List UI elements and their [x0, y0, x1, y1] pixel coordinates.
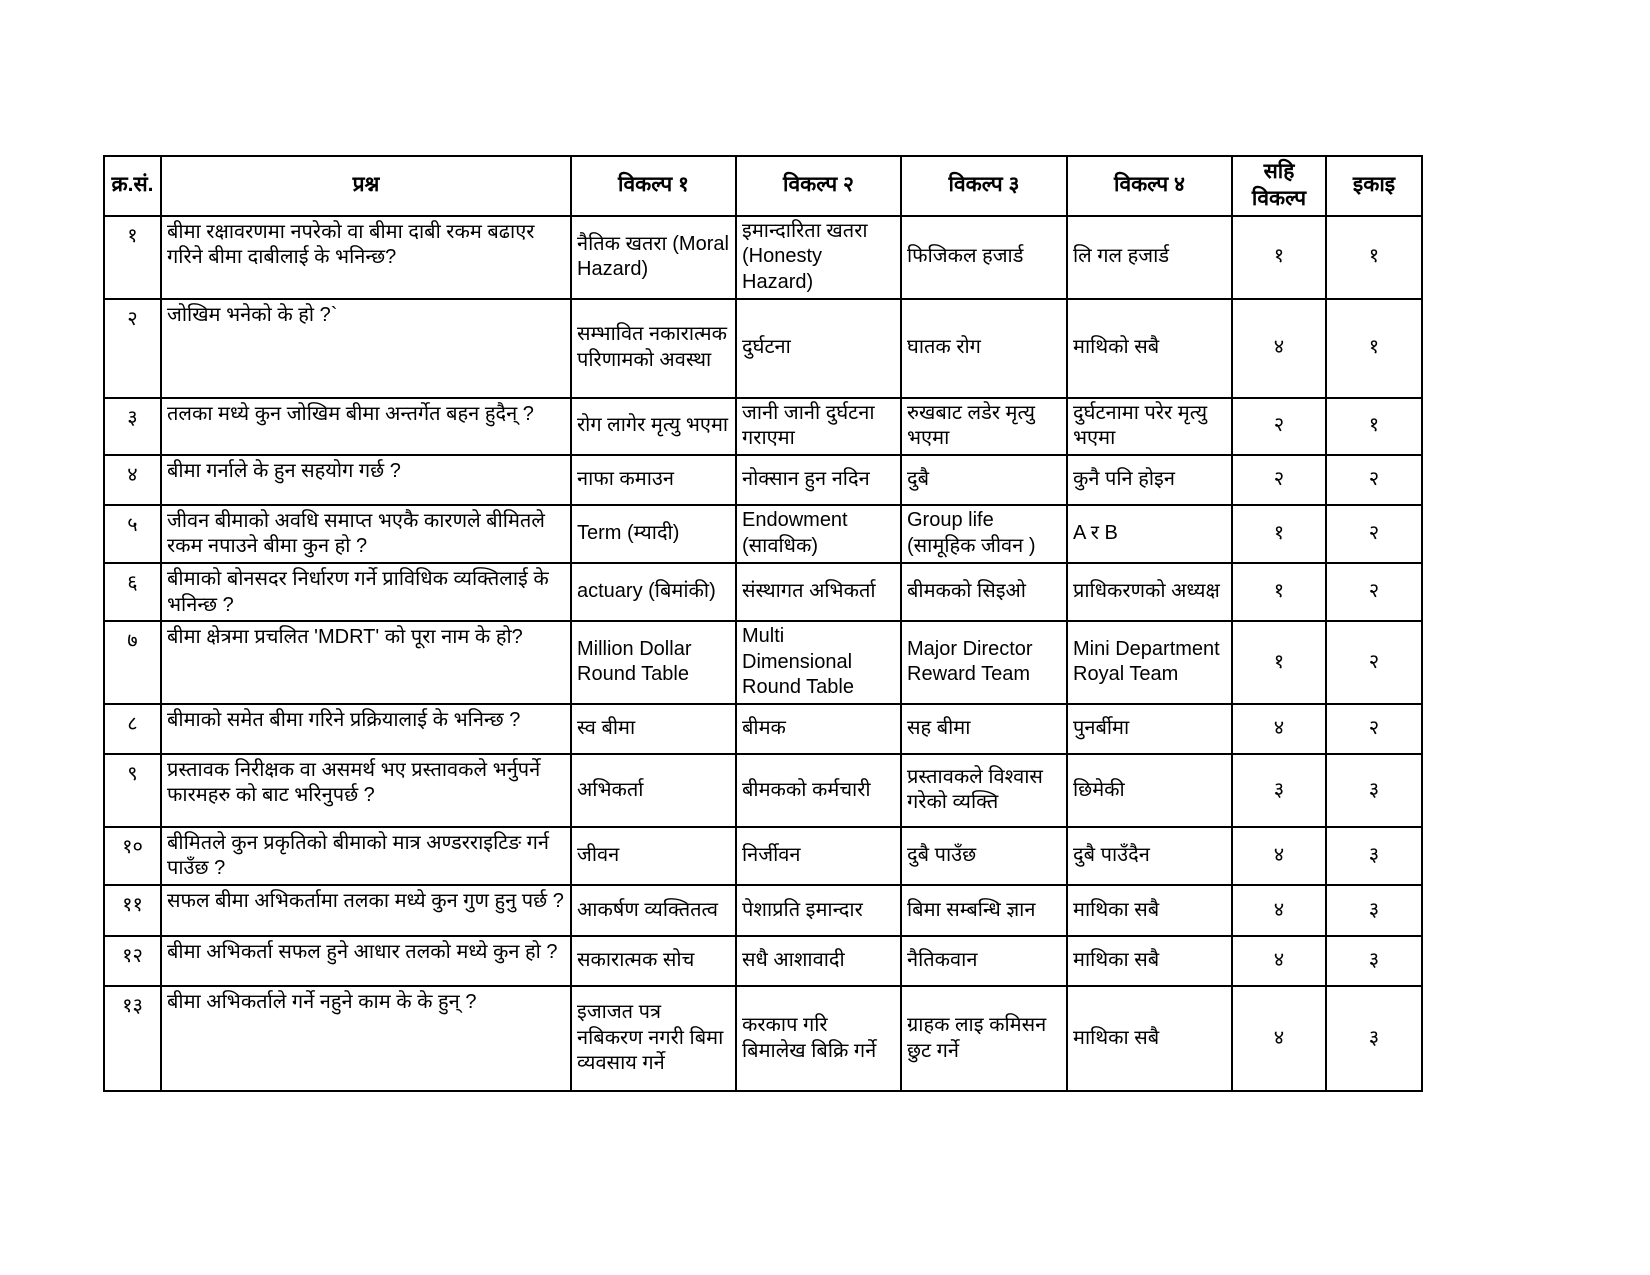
table-row [104, 621, 1422, 704]
cell-option-3: फिजिकल हजार्ड [901, 216, 1067, 299]
cell-option-3: बीमकको सिइओ [901, 563, 1067, 621]
cell-serial-number: ९ [104, 754, 161, 827]
cell-option-2: संस्थागत अभिकर्ता [736, 563, 901, 621]
cell-option-4: माथिका सबै [1067, 936, 1232, 986]
cell-option-4: कुनै पनि होइन [1067, 455, 1232, 505]
cell-option-4: A र B [1067, 505, 1232, 563]
cell-serial-number: ५ [104, 505, 161, 563]
cell-question: जोखिम भनेको के हो ?` [161, 299, 571, 398]
cell-correct-option: ४ [1232, 885, 1326, 936]
header-question: प्रश्न [161, 156, 571, 216]
cell-option-2: इमान्दारिता खतरा (Honesty Hazard) [736, 216, 901, 299]
cell-serial-number: ७ [104, 621, 161, 704]
cell-question: बीमा क्षेत्रमा प्रचलित 'MDRT' को पूरा नाम के हो? [161, 621, 571, 704]
cell-option-3: ग्राहक लाइ कमिसन छुट गर्ने [901, 986, 1067, 1091]
table-row [104, 936, 1422, 986]
cell-unit: १ [1326, 398, 1422, 455]
cell-option-1: सकारात्मक सोच [571, 936, 736, 986]
cell-option-1: आकर्षण व्यक्तितत्व [571, 885, 736, 936]
cell-option-1: Million Dollar Round Table [571, 621, 736, 704]
cell-option-1: सम्भावित नकारात्मक परिणामको अवस्था [571, 299, 736, 398]
cell-correct-option: ४ [1232, 936, 1326, 986]
cell-option-1: स्व बीमा [571, 704, 736, 754]
cell-serial-number: १० [104, 827, 161, 885]
cell-option-2: जानी जानी दुर्घटना गराएमा [736, 398, 901, 455]
cell-option-3: दुबै पाउँछ [901, 827, 1067, 885]
cell-unit: २ [1326, 704, 1422, 754]
header-serial-number: क्र.सं. [104, 156, 161, 216]
cell-correct-option: ४ [1232, 299, 1326, 398]
cell-question: प्रस्तावक निरीक्षक वा असमर्थ भए प्रस्तावकले भर्नुपर्ने फारमहरु को बाट भरिनुपर्छ ? [161, 754, 571, 827]
cell-correct-option: १ [1232, 563, 1326, 621]
cell-option-1: actuary (बिमांकी) [571, 563, 736, 621]
table-row [104, 827, 1422, 885]
cell-option-3: सह बीमा [901, 704, 1067, 754]
table-body [104, 216, 1422, 1091]
cell-serial-number: १२ [104, 936, 161, 986]
cell-unit: ३ [1326, 827, 1422, 885]
cell-option-1: नैतिक खतरा (Moral Hazard) [571, 216, 736, 299]
cell-serial-number: ८ [104, 704, 161, 754]
table-row [104, 398, 1422, 455]
cell-option-2: नोक्सान हुन नदिन [736, 455, 901, 505]
cell-option-4: दुबै पाउँदैन [1067, 827, 1232, 885]
cell-correct-option: १ [1232, 505, 1326, 563]
cell-option-4: माथिका सबै [1067, 986, 1232, 1091]
cell-serial-number: २ [104, 299, 161, 398]
header-option-2: विकल्प २ [736, 156, 901, 216]
cell-option-3: Major Director Reward Team [901, 621, 1067, 704]
cell-correct-option: ४ [1232, 704, 1326, 754]
cell-option-2: दुर्घटना [736, 299, 901, 398]
cell-correct-option: ३ [1232, 754, 1326, 827]
cell-option-1: अभिकर्ता [571, 754, 736, 827]
header-option-1: विकल्प १ [571, 156, 736, 216]
cell-question: बीमा अभिकर्ता सफल हुने आधार तलको मध्ये कुन हो ? [161, 936, 571, 986]
cell-serial-number: १ [104, 216, 161, 299]
cell-option-4: माथिका सबै [1067, 885, 1232, 936]
header-option-3: विकल्प ३ [901, 156, 1067, 216]
table-row [104, 455, 1422, 505]
cell-correct-option: २ [1232, 455, 1326, 505]
cell-question: बीमा गर्नाले के हुन सहयोग गर्छ ? [161, 455, 571, 505]
cell-correct-option: २ [1232, 398, 1326, 455]
cell-unit: १ [1326, 299, 1422, 398]
cell-option-4: माथिको सबै [1067, 299, 1232, 398]
table-row [104, 986, 1422, 1091]
cell-option-3: नैतिकवान [901, 936, 1067, 986]
cell-serial-number: ११ [104, 885, 161, 936]
header-correct-option: सहि विकल्प [1232, 156, 1326, 216]
table-row [104, 299, 1422, 398]
cell-option-3: बिमा सम्बन्धि ज्ञान [901, 885, 1067, 936]
cell-option-2: करकाप गरि बिमालेख बिक्रि गर्ने [736, 986, 901, 1091]
cell-option-4: प्राधिकरणको अध्यक्ष [1067, 563, 1232, 621]
header-option-4: विकल्प ४ [1067, 156, 1232, 216]
cell-unit: ३ [1326, 885, 1422, 936]
cell-serial-number: १३ [104, 986, 161, 1091]
cell-option-4: छिमेकी [1067, 754, 1232, 827]
table-header-row [104, 156, 1422, 216]
header-unit: इकाइ [1326, 156, 1422, 216]
cell-option-3: दुबै [901, 455, 1067, 505]
cell-option-2: बीमकको कर्मचारी [736, 754, 901, 827]
cell-option-2: निर्जीवन [736, 827, 901, 885]
table-row [104, 754, 1422, 827]
table-row [104, 704, 1422, 754]
cell-option-1: जीवन [571, 827, 736, 885]
cell-unit: १ [1326, 216, 1422, 299]
cell-question: बीमाको समेत बीमा गरिने प्रक्रियालाई के भनिन्छ ? [161, 704, 571, 754]
cell-unit: २ [1326, 563, 1422, 621]
cell-question: बीमाको बोनसदर निर्धारण गर्ने प्राविधिक व्यक्तिलाई के भनिन्छ ? [161, 563, 571, 621]
table-row [104, 563, 1422, 621]
cell-unit: २ [1326, 455, 1422, 505]
cell-option-1: इजाजत पत्र नबिकरण नगरी बिमा व्यवसाय गर्ने [571, 986, 736, 1091]
cell-option-4: Mini Department Royal Team [1067, 621, 1232, 704]
cell-question: बीमा रक्षावरणमा नपरेको वा बीमा दाबी रकम बढाएर गरिने बीमा दाबीलाई के भनिन्छ? [161, 216, 571, 299]
cell-option-3: Group life (सामूहिक जीवन ) [901, 505, 1067, 563]
cell-unit: २ [1326, 505, 1422, 563]
cell-unit: ३ [1326, 986, 1422, 1091]
cell-unit: ३ [1326, 754, 1422, 827]
cell-correct-option: १ [1232, 621, 1326, 704]
cell-option-1: Term (म्यादी) [571, 505, 736, 563]
cell-option-2: पेशाप्रति इमान्दार [736, 885, 901, 936]
cell-unit: २ [1326, 621, 1422, 704]
cell-option-3: रुखबाट लडेर मृत्यु भएमा [901, 398, 1067, 455]
cell-option-2: सधै आशावादी [736, 936, 901, 986]
cell-correct-option: १ [1232, 216, 1326, 299]
table-row [104, 216, 1422, 299]
cell-option-4: पुनर्बीमा [1067, 704, 1232, 754]
cell-question: बीमा अभिकर्ताले गर्ने नहुने काम के के हुन् ? [161, 986, 571, 1091]
cell-option-1: रोग लागेर मृत्यु भएमा [571, 398, 736, 455]
cell-unit: ३ [1326, 936, 1422, 986]
cell-option-1: नाफा कमाउन [571, 455, 736, 505]
cell-serial-number: ४ [104, 455, 161, 505]
cell-option-2: बीमक [736, 704, 901, 754]
cell-serial-number: ६ [104, 563, 161, 621]
cell-question: तलका मध्ये कुन जोखिम बीमा अन्तर्गेत बहन हुदैन् ? [161, 398, 571, 455]
cell-option-4: लि गल हजार्ड [1067, 216, 1232, 299]
cell-question: जीवन बीमाको अवधि समाप्त भएकै कारणले बीमितले रकम नपाउने बीमा कुन हो ? [161, 505, 571, 563]
cell-question: सफल बीमा अभिकर्तामा तलका मध्ये कुन गुण हुनु पर्छ ? [161, 885, 571, 936]
cell-option-2: Multi Dimensional Round Table [736, 621, 901, 704]
cell-option-4: दुर्घटनामा परेर मृत्यु भएमा [1067, 398, 1232, 455]
question-table [103, 155, 1423, 1092]
table-row [104, 505, 1422, 563]
cell-option-3: घातक रोग [901, 299, 1067, 398]
cell-option-3: प्रस्तावकले विश्वास गरेको व्यक्ति [901, 754, 1067, 827]
cell-question: बीमितले कुन प्रकृतिको बीमाको मात्र अण्डरराइटिङ गर्न पाउँछ ? [161, 827, 571, 885]
cell-serial-number: ३ [104, 398, 161, 455]
cell-correct-option: ४ [1232, 827, 1326, 885]
table-row [104, 885, 1422, 936]
cell-option-2: Endowment (सावधिक) [736, 505, 901, 563]
cell-correct-option: ४ [1232, 986, 1326, 1091]
